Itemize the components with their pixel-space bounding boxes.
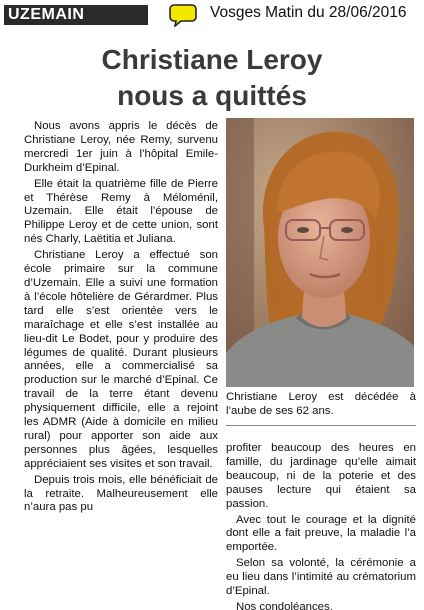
speech-bubble-icon [168,3,198,27]
source-date: Vosges Matin du 28/06/2016 [210,4,407,21]
paragraph: profiter beaucoup des heures en famille, du jardinage qu’elle aimait beaucoup, ni de la poterie et des pauses lecture qui étaient sa passion. [226,442,416,510]
article-body-right [226,442,416,610]
paragraph: Depuis trois mois, elle bénéficiait de la retraite. Malheureusement elle n’aura pas pu [24,473,218,514]
paragraph: Nous avons appris le décès de Christiane Leroy, née Remy, survenu mercredi 1er juin à l’hôpital Emile-Durkheim d’Epinal. [24,120,218,174]
paragraph: Avec tout le courage et la dignité dont elle a fait preuve, la maladie l’a emportée. [226,513,416,554]
divider [226,425,416,426]
title-line-1: Christiane Leroy [101,44,323,75]
article-body-left [24,120,218,517]
paragraph: Elle était la quatrième fille de Pierre et Thérèse Remy à Méloménil, Uzemain. Elle était l’épouse de Philippe Leroy et de cette union, sont nés Charly, Laëtitia et Juliana. [24,177,218,246]
title-line-2: nous a quittés [117,80,307,111]
portrait-photo [226,118,414,387]
portrait-illustration [226,118,414,387]
photo-caption: Christiane Leroy est décédée à l’aube de ses 62 ans. [226,391,416,417]
paragraph: Nos condoléances. [236,600,333,610]
article-title [0,42,424,114]
section-label: UZEMAIN [4,5,148,25]
page-header [0,0,424,30]
paragraph: Christiane Leroy a effectué son école primaire sur la commune d’Uzemain. Elle a suivi une formation à l’école hôtelière de Gérardmer. Plus tard elle s’est orientée vers le maraîchage et elle s’est installée au lieu-dit Le Bodet, pour y produire des légumes de qualité. Durant plusieurs années, elle a commercialisé sa production sur le marché d’Epinal. Ce travail de la terre étant devenu physiquement difficile, elle a rejoint les ADMR (Aide à domicile en milieu rural) pour apporter son aide aux personnes plus âgées, lesquelles appréciaient ses visites et son travail. [24,249,218,470]
paragraph: Selon sa volonté, la cérémonie a eu lieu dans l’intimité au crématorium d’Epinal. [226,557,416,598]
